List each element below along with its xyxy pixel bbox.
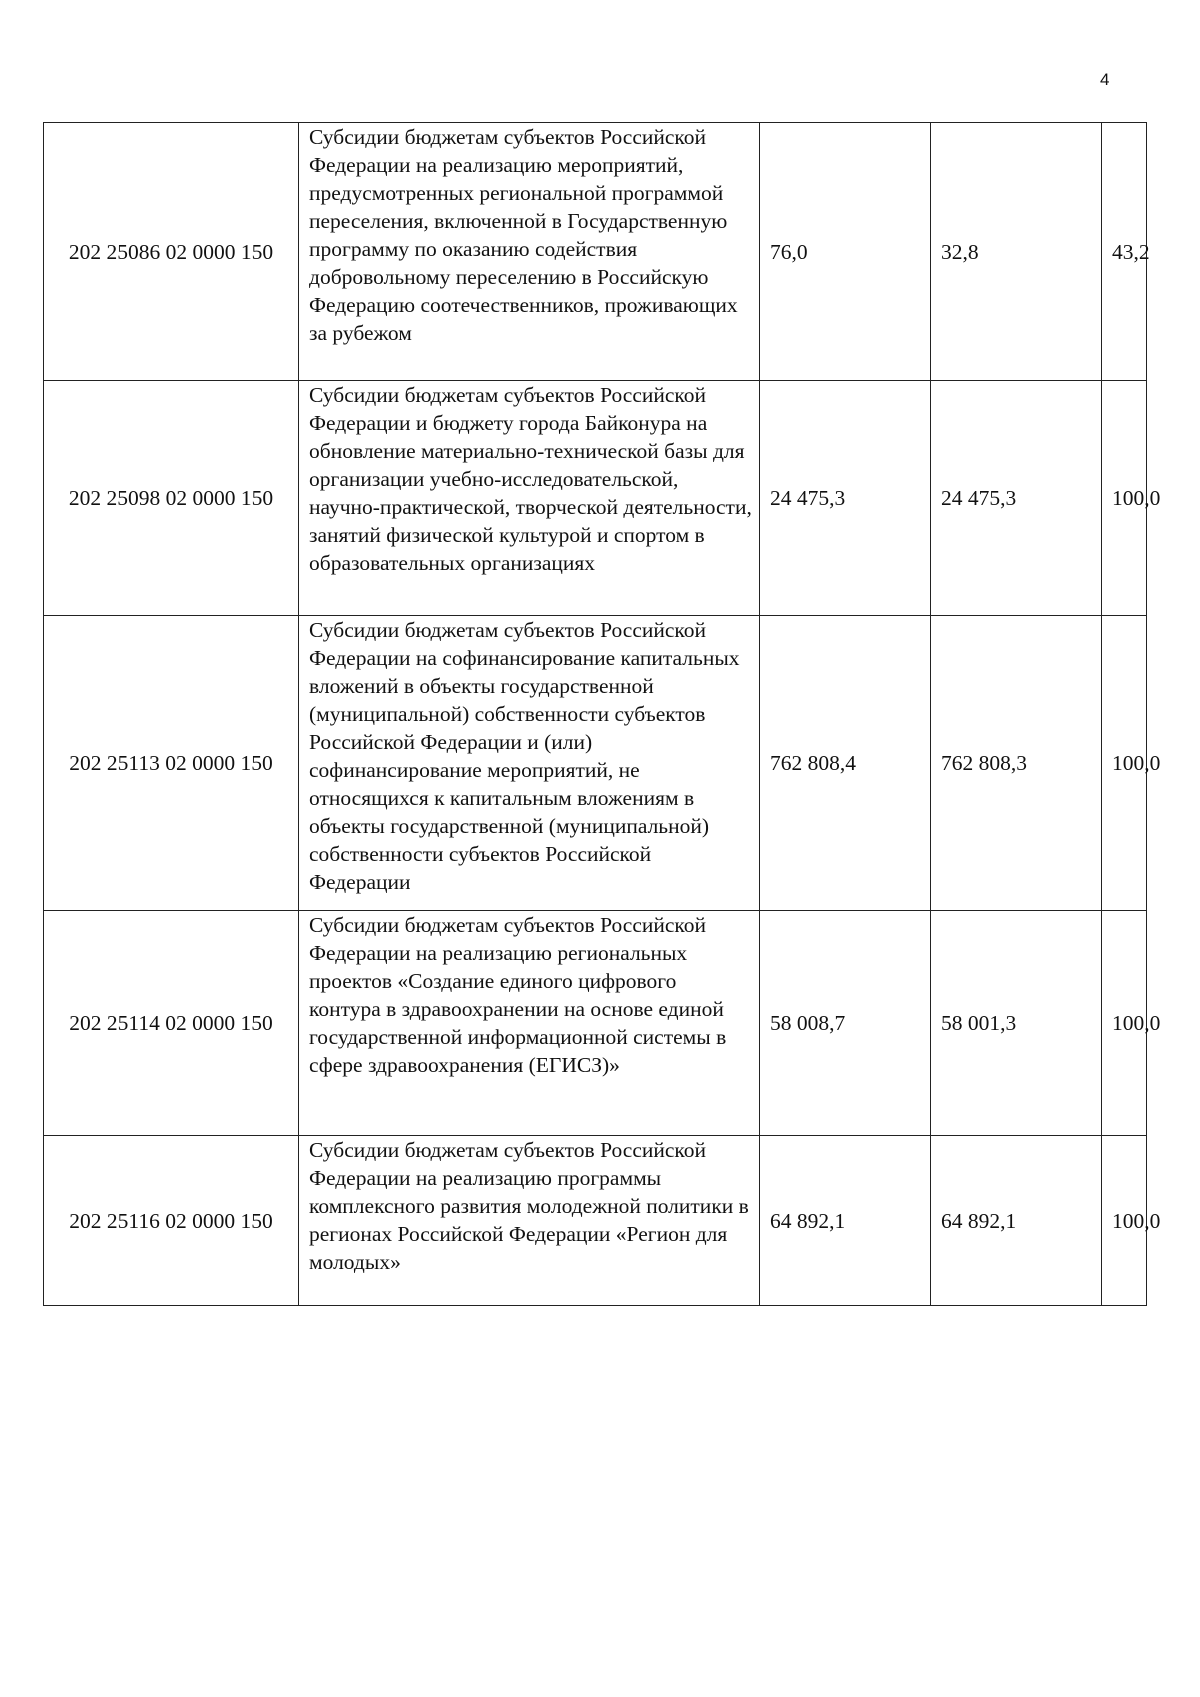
actual-value-cell: 32,8 bbox=[931, 123, 1102, 381]
percent-cell: 100,0 bbox=[1102, 616, 1147, 911]
plan-value-cell: 762 808,4 bbox=[760, 616, 931, 911]
description-cell bbox=[299, 1136, 760, 1306]
percent-cell: 100,0 bbox=[1102, 381, 1147, 616]
percent-cell: 43,2 bbox=[1102, 123, 1147, 381]
plan-value-cell: 76,0 bbox=[760, 123, 931, 381]
page-number: 4 bbox=[1100, 70, 1110, 89]
description-cell bbox=[299, 381, 760, 616]
table-row bbox=[44, 1136, 1147, 1306]
percent-cell: 100,0 bbox=[1102, 1136, 1147, 1306]
actual-value-cell: 64 892,1 bbox=[931, 1136, 1102, 1306]
budget-code-cell: 202 25086 02 0000 150 bbox=[44, 123, 299, 381]
plan-value-cell: 58 008,7 bbox=[760, 911, 931, 1136]
description-text: Субсидии бюджетам субъектов Российской Федерации на реализацию мероприятий, предусмотренных региональной программой переселения, включенной в Государственную программу по оказанию содействия добровольному переселению в Российскую Федерацию соотечественников, проживающих за рубежом bbox=[309, 125, 738, 345]
description-text: Субсидии бюджетам субъектов Российской Федерации и бюджету города Байконура на обновление материально-технической базы для организации учебно-исследовательской, научно-практической, творческой деятельности, занятий физической культурой и спортом в образовательных организациях bbox=[309, 383, 752, 575]
percent-cell: 100,0 bbox=[1102, 911, 1147, 1136]
plan-value-cell: 24 475,3 bbox=[760, 381, 931, 616]
actual-value-cell: 24 475,3 bbox=[931, 381, 1102, 616]
budget-code-cell: 202 25116 02 0000 150 bbox=[44, 1136, 299, 1306]
budget-table bbox=[43, 122, 1161, 1306]
description-cell bbox=[299, 911, 760, 1136]
actual-value-cell: 58 001,3 bbox=[931, 911, 1102, 1136]
description-text: Субсидии бюджетам субъектов Российской Федерации на реализацию региональных проектов «Создание единого цифрового контура в здравоохранении на основе единой государственной информационной системы в сфере здравоохранения (ЕГИСЗ)» bbox=[309, 913, 727, 1077]
budget-code-cell: 202 25113 02 0000 150 bbox=[44, 616, 299, 911]
description-text: Субсидии бюджетам субъектов Российской Федерации на реализацию программы комплексного развития молодежной политики в регионах Российской Федерации «Регион для молодых» bbox=[309, 1138, 749, 1274]
table-row bbox=[44, 381, 1147, 616]
budget-code-cell: 202 25114 02 0000 150 bbox=[44, 911, 299, 1136]
table-row bbox=[44, 616, 1147, 911]
description-cell bbox=[299, 123, 760, 381]
budget-code-cell: 202 25098 02 0000 150 bbox=[44, 381, 299, 616]
description-text: Субсидии бюджетам субъектов Российской Федерации на софинансирование капитальных вложений в объекты государственной (муниципальной) собственности субъектов Российской Федерации и (или) софинансирование мероприятий, не относящихся к капитальным вложениям в объекты государственной (муниципальной) собственности субъектов Российской Федерации bbox=[309, 618, 740, 894]
table-row bbox=[44, 123, 1147, 381]
plan-value-cell: 64 892,1 bbox=[760, 1136, 931, 1306]
actual-value-cell: 762 808,3 bbox=[931, 616, 1102, 911]
table-row bbox=[44, 911, 1147, 1136]
description-cell bbox=[299, 616, 760, 911]
